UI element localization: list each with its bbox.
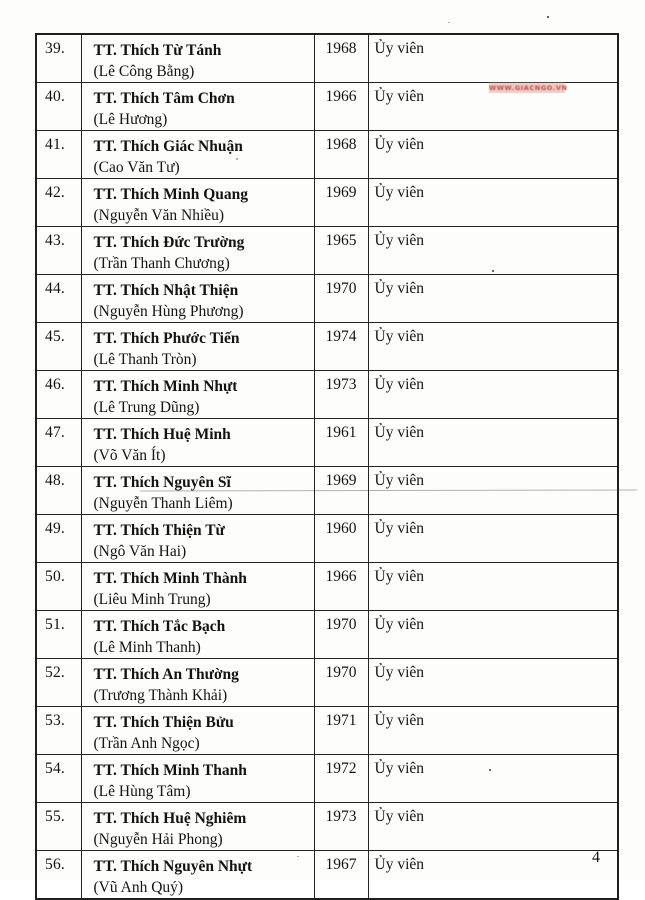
member-dharma-name: TT. Thích Thiện Từ: [93, 522, 225, 539]
member-secular-name: (Ngô Văn Hai): [93, 543, 187, 560]
row-number: 45.: [36, 323, 81, 371]
birth-year: 1961: [314, 419, 368, 467]
member-name-cell: [81, 611, 314, 659]
member-role: Ủy viên: [368, 563, 618, 611]
birth-year: 1966: [314, 83, 368, 131]
page-number: 4: [592, 849, 600, 866]
member-name-cell: [81, 803, 314, 851]
row-number: 41.: [36, 131, 81, 179]
birth-year: 1972: [314, 755, 368, 803]
member-dharma-name: TT. Thích Nguyên Sĩ: [93, 474, 231, 491]
member-dharma-name: TT. Thích Minh Thanh: [93, 762, 247, 779]
row-number: 46.: [36, 371, 81, 419]
member-dharma-name: TT. Thích Phước Tiến: [93, 330, 240, 347]
birth-year: 1968: [314, 34, 368, 83]
member-name-cell: [81, 419, 314, 467]
member-secular-name: (Liêu Minh Trung): [93, 591, 211, 608]
member-dharma-name: TT. Thích Huệ Minh: [93, 426, 231, 443]
member-secular-name: (Nguyễn Văn Nhiều): [93, 207, 225, 224]
member-dharma-name: TT. Thích Tắc Bạch: [93, 618, 226, 635]
member-secular-name: (Trương Thành Khải): [93, 687, 228, 704]
member-name-cell: [81, 659, 314, 707]
table-row: [36, 34, 618, 83]
member-role: Ủy viên: [368, 179, 618, 227]
row-number: 44.: [36, 275, 81, 323]
member-dharma-name: TT. Thích Từ Tánh: [93, 42, 222, 59]
member-role: Ủy viên: [368, 707, 618, 755]
member-dharma-name: TT. Thích Minh Nhựt: [93, 378, 238, 395]
scan-speck: [489, 769, 491, 771]
member-name-cell: [81, 34, 314, 83]
birth-year: 1974: [314, 323, 368, 371]
member-role: Ủy viên: [368, 467, 618, 515]
member-role: Ủy viên: [368, 851, 618, 900]
row-number: 54.: [36, 755, 81, 803]
member-secular-name: (Nguyễn Hải Phong): [93, 831, 223, 848]
member-name-cell: [81, 515, 314, 563]
table-row: [36, 275, 618, 323]
member-dharma-name: TT. Thích Nguyên Nhựt: [93, 858, 253, 875]
row-number: 53.: [36, 707, 81, 755]
member-role: Ủy viên: [368, 803, 618, 851]
member-name-cell: [81, 371, 314, 419]
row-number: 49.: [36, 515, 81, 563]
birth-year: 1973: [314, 803, 368, 851]
table-row: [36, 707, 618, 755]
scan-speck: [547, 16, 549, 18]
member-dharma-name: TT. Thích Nhật Thiện: [93, 282, 239, 299]
member-role: Ủy viên: [368, 131, 618, 179]
member-name-cell: [81, 275, 314, 323]
table-row: [36, 611, 618, 659]
member-role: Ủy viên: [368, 275, 618, 323]
member-name-cell: [81, 179, 314, 227]
table-row: [36, 755, 618, 803]
member-name-cell: [81, 83, 314, 131]
member-role: Ủy viên: [368, 515, 618, 563]
member-secular-name: (Trần Thanh Chương): [93, 255, 230, 272]
member-role: Ủy viên: [368, 419, 618, 467]
member-role: Ủy viên: [368, 323, 618, 371]
row-number: 43.: [36, 227, 81, 275]
row-number: 40.: [36, 83, 81, 131]
table-row: [36, 323, 618, 371]
members-table: [35, 33, 619, 900]
member-dharma-name: TT. Thích An Thường: [93, 666, 239, 683]
birth-year: 1966: [314, 563, 368, 611]
birth-year: 1969: [314, 179, 368, 227]
member-dharma-name: TT. Thích Tâm Chơn: [93, 90, 235, 107]
member-secular-name: (Nguyễn Hùng Phương): [93, 303, 244, 320]
row-number: 55.: [36, 803, 81, 851]
member-dharma-name: TT. Thích Giác Nhuận: [93, 138, 243, 155]
member-secular-name: (Lê Công Bằng): [93, 63, 195, 80]
birth-year: 1965: [314, 227, 368, 275]
member-secular-name: (Lê Minh Thanh): [93, 639, 201, 656]
member-secular-name: (Vũ Anh Quý): [93, 879, 184, 896]
member-role: Ủy viên: [368, 371, 618, 419]
row-number: 52.: [36, 659, 81, 707]
member-dharma-name: TT. Thích Minh Thành: [93, 570, 247, 587]
member-secular-name: (Lê Hương): [93, 111, 168, 128]
birth-year: 1970: [314, 659, 368, 707]
member-secular-name: (Nguyễn Thanh Liêm): [93, 495, 233, 512]
scan-speck: [236, 158, 238, 160]
member-role: Ủy viên: [368, 34, 618, 83]
member-table-body: [36, 34, 618, 899]
member-role: Ủy viên: [368, 755, 618, 803]
table-row: [36, 851, 618, 900]
row-number: 47.: [36, 419, 81, 467]
table-row: [36, 515, 618, 563]
watermark-stamp: WWW.GIACNGO.VN: [489, 84, 568, 92]
member-name-cell: [81, 227, 314, 275]
member-secular-name: (Trần Anh Ngọc): [93, 735, 200, 752]
member-dharma-name: TT. Thích Minh Quang: [93, 186, 248, 203]
member-role: Ủy viên: [368, 227, 618, 275]
member-name-cell: [81, 131, 314, 179]
table-row: [36, 179, 618, 227]
member-role: Ủy viên: [368, 611, 618, 659]
member-secular-name: (Võ Văn Ít): [93, 447, 166, 464]
table-row: [36, 131, 618, 179]
birth-year: 1967: [314, 851, 368, 900]
member-secular-name: (Cao Văn Tư): [93, 159, 180, 176]
row-number: 39.: [36, 34, 81, 83]
member-secular-name: (Lê Hùng Tâm): [93, 783, 191, 800]
table-row: [36, 371, 618, 419]
member-name-cell: [81, 755, 314, 803]
table-row: [36, 659, 618, 707]
birth-year: 1970: [314, 611, 368, 659]
member-dharma-name: TT. Thích Đức Trường: [93, 234, 245, 251]
birth-year: 1973: [314, 371, 368, 419]
member-name-cell: [81, 323, 314, 371]
member-secular-name: (Lê Trung Dũng): [93, 399, 200, 416]
scan-speck: [448, 22, 450, 23]
member-dharma-name: TT. Thích Huệ Nghiêm: [93, 810, 247, 827]
member-secular-name: (Lê Thanh Tròn): [93, 351, 197, 368]
table-row: [36, 563, 618, 611]
scan-speck: [492, 270, 494, 272]
row-number: 51.: [36, 611, 81, 659]
member-role: Ủy viên: [368, 659, 618, 707]
table-row: [36, 227, 618, 275]
row-number: 56.: [36, 851, 81, 900]
member-role: Ủy viên: [368, 83, 618, 131]
birth-year: 1970: [314, 275, 368, 323]
table-row: [36, 419, 618, 467]
birth-year: 1960: [314, 515, 368, 563]
member-dharma-name: TT. Thích Thiện Bửu: [93, 714, 234, 731]
member-name-cell: [81, 563, 314, 611]
member-name-cell: [81, 707, 314, 755]
birth-year: 1971: [314, 707, 368, 755]
birth-year: 1969: [314, 467, 368, 515]
row-number: 42.: [36, 179, 81, 227]
member-name-cell: [81, 851, 314, 900]
row-number: 50.: [36, 563, 81, 611]
row-number: 48.: [36, 467, 81, 515]
table-row: [36, 803, 618, 851]
birth-year: 1968: [314, 131, 368, 179]
scan-speck: [297, 856, 299, 857]
